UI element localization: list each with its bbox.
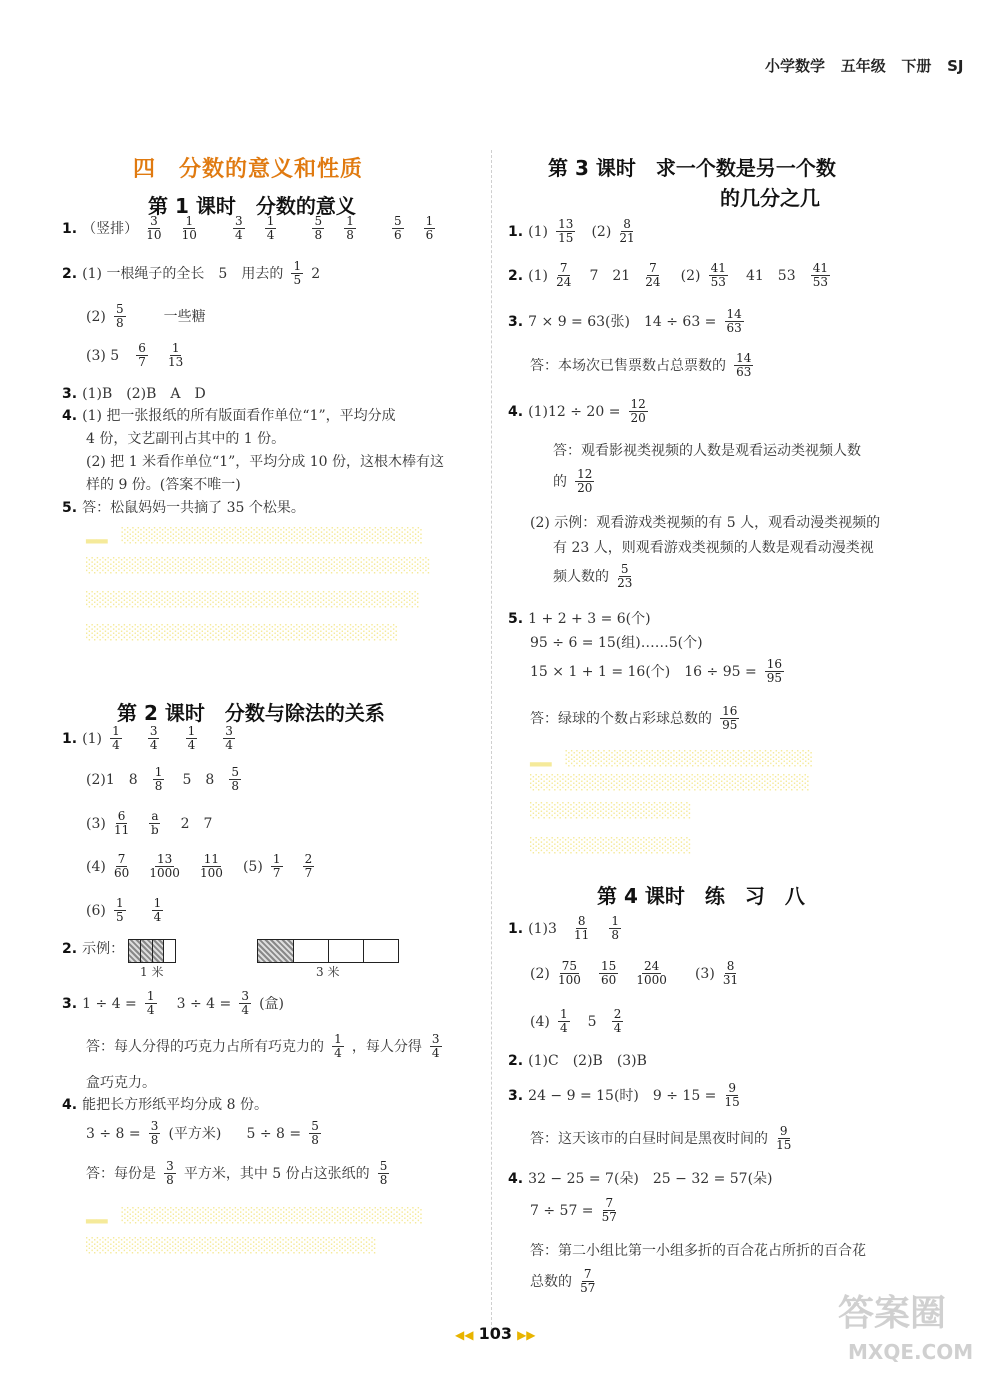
l2-q3-answer-end: 盒巧克力。 xyxy=(86,1075,156,1091)
fraction-numerator: 7 xyxy=(649,261,657,275)
fraction-numerator: 5 xyxy=(231,765,240,779)
l2-q1b: (2)1 8 $\frac{1}{8}$ 5 8 $\frac{5}{8}$ xyxy=(86,765,240,793)
fraction-denominator: 11 xyxy=(574,928,590,942)
diagram-1m xyxy=(128,939,176,963)
fraction xyxy=(223,725,235,752)
fraction-numerator: 1 xyxy=(153,896,162,910)
fraction xyxy=(291,260,303,287)
r4-q3: 3. 24 − 9 = 15(时) 9 ÷ 15 = $\frac{9}{15}$ xyxy=(508,1081,740,1109)
fraction-numerator: 3 xyxy=(241,989,249,1003)
fraction xyxy=(720,705,739,732)
fraction-numerator: 3 xyxy=(431,1032,440,1046)
fraction xyxy=(811,262,830,289)
fraction-denominator: 10 xyxy=(181,228,197,242)
faint-explanation-7: ▂▂ ░░░░░░░░░░░░░░░░░░░░░░░ xyxy=(530,751,814,767)
faint-explanation-9: ░░░░░░░░░░░░░░░ xyxy=(530,803,692,819)
r3-q5-line2: 95 ÷ 6 = 15(组)……5(个) xyxy=(530,635,703,651)
fraction xyxy=(378,1160,390,1187)
fraction xyxy=(149,810,160,837)
fraction xyxy=(723,960,738,987)
fraction xyxy=(776,1125,791,1152)
fraction-denominator: 1000 xyxy=(636,973,667,987)
fraction-denominator: 63 xyxy=(736,365,752,379)
fraction-numerator: 41 xyxy=(710,261,726,275)
header-grade: 五年级 xyxy=(840,57,886,75)
r4-q4-line2: 7 ÷ 57 = $\frac{7}{57}$ xyxy=(530,1196,617,1224)
fraction xyxy=(303,853,315,880)
r4-q4-answer-line1: 答：第二小组比第一小组多折的百合花占所折的百合花 xyxy=(530,1243,866,1259)
fraction xyxy=(424,215,436,242)
fraction xyxy=(765,658,784,685)
fraction-denominator: 8 xyxy=(154,779,163,793)
fraction-numerator: 11 xyxy=(203,852,220,866)
header-subject: 小学数学 xyxy=(765,57,826,75)
fraction-numerator: 16 xyxy=(766,657,783,671)
fraction xyxy=(575,468,594,495)
faint-explanation-2: ░░░░░░░░░░░░░░░░░░░░░░░░░░░░░░░░ xyxy=(86,558,431,574)
fraction xyxy=(725,308,744,335)
fraction-denominator: 8 xyxy=(231,779,240,793)
fraction-denominator: 4 xyxy=(225,738,233,752)
l1-q4-line3: (2) 把 1 米看作单位“1”，平均分成 10 份，这根木棒有这 xyxy=(86,454,445,470)
fraction xyxy=(164,1160,176,1187)
fraction xyxy=(136,342,148,369)
fraction-denominator: 1000 xyxy=(149,866,180,880)
lesson-1-title: 第 1 课时 分数的意义 xyxy=(148,194,356,218)
fraction-numerator: 3 xyxy=(150,214,158,228)
fraction-denominator: 10 xyxy=(146,228,162,242)
fraction-denominator: 4 xyxy=(235,228,243,242)
l2-q1c: (3) $\frac{6}{11}$ $\frac{a}{b}$ 2 7 xyxy=(86,809,213,837)
fraction xyxy=(602,1197,617,1224)
fraction xyxy=(645,262,660,289)
fraction xyxy=(114,810,129,837)
fraction-denominator: 100 xyxy=(199,866,223,880)
r4-q1d: (4) $\frac{1}{4}$ 5 $\frac{2}{4}$ xyxy=(530,1007,622,1035)
fraction-denominator: 8 xyxy=(311,1133,319,1147)
l2-q4: 4. 能把长方形纸平均分成 8 份。 xyxy=(62,1097,268,1113)
fraction xyxy=(725,1082,740,1109)
fraction xyxy=(629,398,648,425)
fraction xyxy=(110,725,122,752)
l1-q4-line2: 4 份，文艺副刊占其中的 1 份。 xyxy=(86,431,286,447)
fraction-denominator: 15 xyxy=(724,1095,740,1109)
fraction-denominator: 6 xyxy=(393,228,402,242)
lesson-3-title-line2: 的几分之几 xyxy=(720,186,820,210)
fraction-denominator: 24 xyxy=(645,275,661,289)
fraction-numerator: 3 xyxy=(235,214,243,228)
fraction-numerator: 8 xyxy=(726,959,735,973)
fraction-numerator: 1 xyxy=(266,214,275,228)
header-edition: SJ xyxy=(947,57,964,75)
fraction-numerator: 12 xyxy=(630,397,646,411)
fraction-numerator: 15 xyxy=(600,959,617,973)
fraction-denominator: 24 xyxy=(556,275,572,289)
fraction-denominator: 21 xyxy=(619,231,635,245)
fraction-numerator: 1 xyxy=(346,214,354,228)
r3-q4-part2-line3: 频人数的 $\frac{5}{23}$ xyxy=(553,562,633,590)
fraction-numerator: 13 xyxy=(558,217,574,231)
fraction xyxy=(200,853,223,880)
fraction-numerator: 3 xyxy=(149,724,158,738)
l1-q5: 5. 答：松鼠妈妈一共摘了 35 个松果。 xyxy=(62,500,305,516)
fraction xyxy=(168,342,183,369)
fraction-denominator: 4 xyxy=(241,1003,249,1017)
fraction-denominator: 60 xyxy=(600,973,617,987)
fraction-numerator: 8 xyxy=(623,217,631,231)
fraction-numerator: 5 xyxy=(115,302,124,316)
fraction xyxy=(145,990,157,1017)
fraction xyxy=(149,1120,161,1147)
l2-q1d: (4) $\frac{7}{60}$ $\frac{13}{1000}$ $\frac{11}{100}$ (5) $\frac{1}{7}$ $\frac{2}{7}$ xyxy=(86,852,313,880)
lesson-2-title: 第 2 课时 分数与除法的关系 xyxy=(117,701,385,725)
fraction-numerator: 5 xyxy=(379,1159,388,1173)
fraction-numerator: 3 xyxy=(166,1159,174,1173)
r4-q3-answer: 答：这天该市的白昼时间是黑夜时间的 $\frac{9}{15}$ xyxy=(530,1124,792,1152)
fraction-numerator: 7 xyxy=(605,1196,614,1210)
l2-q3: 3. 1 ÷ 4 = $\frac{1}{4}$ 3 ÷ 4 = $\frac{3}{4}$ (盒) xyxy=(62,989,285,1017)
r3-q4-answer-line2: 的 $\frac{12}{20}$ xyxy=(553,467,593,495)
l1-q2c: (3) 5 $\frac{6}{7}$ $\frac{1}{13}$ xyxy=(86,341,184,369)
fraction-numerator: 5 xyxy=(314,214,323,228)
fraction-denominator: 95 xyxy=(766,671,783,685)
page-footer xyxy=(455,1324,536,1343)
fraction xyxy=(146,215,161,242)
fraction-denominator: 53 xyxy=(710,275,726,289)
l1-q4-line4: 样的 9 份。(答案不唯一) xyxy=(86,477,241,493)
l2-q3-answer: 答：每人分得的巧克力占所有巧克力的 $\frac{1}{4}$ ，每人分得 $\frac{3}{4}$ xyxy=(86,1032,440,1060)
fraction-numerator: 9 xyxy=(728,1081,736,1095)
r3-q4-part2-line1: (2) 示例：观看游戏类视频的有 5 人，观看动漫类视频的 xyxy=(530,515,881,531)
faint-explanation-10: ░░░░░░░░░░░░░░░ xyxy=(530,838,692,854)
fraction xyxy=(153,766,165,793)
fraction-numerator: 5 xyxy=(311,1119,319,1133)
fraction-numerator: 1 xyxy=(146,989,155,1003)
fraction-denominator: 15 xyxy=(558,231,574,245)
fraction xyxy=(636,960,667,987)
fraction-numerator: 1 xyxy=(293,259,302,273)
fraction-denominator: 4 xyxy=(149,738,158,752)
r3-q5-answer: 答：绿球的个数占彩球总数的 $\frac{16}{95}$ xyxy=(530,704,738,732)
fraction-denominator: 13 xyxy=(168,355,184,369)
fraction xyxy=(344,215,356,242)
fraction-denominator: 6 xyxy=(425,228,434,242)
fraction xyxy=(309,1120,321,1147)
fraction-denominator: 4 xyxy=(153,910,162,924)
fraction xyxy=(599,960,618,987)
fraction-denominator: 100 xyxy=(557,973,581,987)
fraction xyxy=(609,915,621,942)
fraction-denominator: 4 xyxy=(187,738,196,752)
fraction xyxy=(332,1033,344,1060)
fraction xyxy=(233,215,245,242)
fraction-denominator: 7 xyxy=(304,866,313,880)
r3-q3: 3. 7 × 9 = 63(张) 14 ÷ 63 = $\frac{14}{63}$ xyxy=(508,307,742,335)
fraction-denominator: 20 xyxy=(630,411,646,425)
page-number: 103 xyxy=(478,1324,512,1343)
fraction xyxy=(392,215,404,242)
r3-q3-answer: 答：本场次已售票数占总票数的 $\frac{14}{63}$ xyxy=(530,351,752,379)
fraction-denominator: 8 xyxy=(379,1173,388,1187)
l1-q4: 4. (1) 把一张报纸的所有版面看作单位“1”，平均分成 xyxy=(62,408,396,424)
faint-explanation-8: ░░░░░░░░░░░░░░░░░░░░░░░░░░ xyxy=(530,775,810,791)
fraction-numerator: 1 xyxy=(425,214,434,228)
fraction-numerator: 1 xyxy=(611,914,620,928)
fraction-numerator: 14 xyxy=(726,307,742,321)
fraction-denominator: 15 xyxy=(776,1138,792,1152)
r3-q2: 2. (1) $\frac{7}{24}$ 7 21 $\frac{7}{24}$ (2) $\frac{41}{53}$ 41 53 $\frac{41}{53}$ xyxy=(508,261,828,289)
l1-q2a: 2. (1) 一根绳子的全长 5 用去的 $\frac{1}{5}$ 2 xyxy=(62,259,321,287)
fraction xyxy=(186,725,198,752)
column-divider xyxy=(491,150,492,1330)
r3-q5: 5. 1 + 2 + 3 = 6(个) xyxy=(508,611,651,627)
l2-q4-answer: 答：每份是 $\frac{3}{8}$ 平方米，其中 5 份占这张纸的 $\frac{5}{8}$ xyxy=(86,1159,388,1187)
fraction-numerator: 2 xyxy=(613,1007,622,1021)
l2-q2: 2. 示例： xyxy=(62,941,125,957)
fraction-denominator: 8 xyxy=(314,228,323,242)
fraction xyxy=(558,960,581,987)
fraction-numerator: 1 xyxy=(115,896,124,910)
fraction-numerator: 2 xyxy=(304,852,313,866)
fraction xyxy=(556,262,571,289)
fraction xyxy=(182,215,197,242)
r4-q2: 2. (1)C (2)B (3)B xyxy=(508,1053,647,1069)
fraction xyxy=(558,1008,570,1035)
fraction-numerator: 5 xyxy=(620,562,629,576)
fraction xyxy=(574,915,589,942)
fraction-denominator: 4 xyxy=(112,738,120,752)
r4-q4: 4. 32 − 25 = 7(朵) 25 − 32 = 57(朵) xyxy=(508,1171,773,1187)
fraction-denominator: 8 xyxy=(150,1133,159,1147)
header-term: 下册 xyxy=(901,57,932,75)
fraction-numerator: 16 xyxy=(722,704,738,718)
fraction xyxy=(619,218,634,245)
fraction-numerator: 12 xyxy=(577,467,593,481)
fraction xyxy=(312,215,324,242)
fraction-numerator: 14 xyxy=(736,351,752,365)
fraction-denominator: 4 xyxy=(334,1046,342,1060)
fraction-denominator: 4 xyxy=(559,1021,568,1035)
fraction-numerator: 5 xyxy=(393,214,402,228)
header xyxy=(765,55,963,76)
fraction-denominator: 95 xyxy=(722,718,738,732)
fraction-numerator: 1 xyxy=(272,852,281,866)
fraction-numerator: 13 xyxy=(156,852,173,866)
fraction-numerator: 7 xyxy=(117,852,126,866)
fraction-numerator: 75 xyxy=(561,959,578,973)
fraction-numerator: a xyxy=(151,809,159,823)
faint-explanation-3: ░░░░░░░░░░░░░░░░░░░░░░░░░░░░░░░ xyxy=(86,592,420,608)
fraction-numerator: 9 xyxy=(779,1124,788,1138)
fraction-denominator: 8 xyxy=(611,928,620,942)
fraction-denominator: 5 xyxy=(115,910,124,924)
l2-q1e: (6) $\frac{1}{5}$ $\frac{1}{4}$ xyxy=(86,896,162,924)
fraction-denominator: 63 xyxy=(726,321,742,335)
fraction xyxy=(617,563,632,590)
r3-q1: 1. (1) $\frac{13}{15}$ (2) $\frac{8}{21}$ xyxy=(508,217,635,245)
r3-q5-line3: 15 × 1 + 1 = 16(个) 16 ÷ 95 = $\frac{16}{95}$ xyxy=(530,657,783,685)
fraction-denominator: 4 xyxy=(431,1046,440,1060)
fraction-numerator: 1 xyxy=(112,724,120,738)
fraction-denominator: 4 xyxy=(146,1003,155,1017)
fraction-denominator: 8 xyxy=(166,1173,174,1187)
section-title: 四 分数的意义和性质 xyxy=(133,157,364,182)
faint-explanation-5: ▂▂ ░░░░░░░░░░░░░░░░░░░░░░░░░░░░ xyxy=(86,1208,423,1224)
fraction-numerator: 3 xyxy=(225,724,233,738)
lesson-3-title-line1: 第 3 课时 求一个数是另一个数 xyxy=(548,156,836,180)
fraction-denominator: 31 xyxy=(722,973,739,987)
fraction xyxy=(114,897,126,924)
fraction-denominator: 8 xyxy=(115,316,124,330)
fraction-denominator: 7 xyxy=(138,355,146,369)
diagram-3m-label: 3 米 xyxy=(316,965,340,979)
fraction-numerator: 8 xyxy=(577,914,586,928)
fraction xyxy=(114,303,126,330)
fraction-denominator: 4 xyxy=(266,228,275,242)
r4-q4-answer-line2: 总数的 $\frac{7}{57}$ xyxy=(530,1267,596,1295)
fraction xyxy=(271,853,283,880)
fraction-denominator: b xyxy=(151,823,159,837)
fraction-numerator: 1 xyxy=(559,1007,568,1021)
fraction-numerator: 24 xyxy=(643,959,660,973)
fraction xyxy=(114,853,129,880)
fraction-denominator: 8 xyxy=(346,228,354,242)
fraction xyxy=(580,1268,595,1295)
fraction-denominator: 57 xyxy=(601,1210,617,1224)
fraction-numerator: 1 xyxy=(154,765,163,779)
fraction xyxy=(265,215,277,242)
l2-q4-calc: 3 ÷ 8 = $\frac{3}{8}$ (平方米) 5 ÷ 8 = $\frac{5}{8}$ xyxy=(86,1119,319,1147)
fraction xyxy=(149,853,180,880)
watermark-url: MXQE.COM xyxy=(848,1340,974,1364)
fraction-denominator: 57 xyxy=(580,1281,596,1295)
r4-q1b: (2) $\frac{75}{100}$ $\frac{15}{60}$ $\frac{24}{1000}$ (3) $\frac{8}{31}$ xyxy=(530,959,739,987)
faint-explanation-6: ░░░░░░░░░░░░░░░░░░░░░░░░░░░ xyxy=(86,1238,377,1254)
fraction xyxy=(430,1033,442,1060)
r3-q4-answer-line1: 答：观看影视类视频的人数是观看运动类视频人数 xyxy=(553,443,861,459)
fraction-numerator: 1 xyxy=(334,1032,342,1046)
fraction-denominator: 11 xyxy=(113,823,130,837)
l1-q3: 3. (1)B (2)B A D xyxy=(62,386,206,402)
r3-q4: 4. (1)12 ÷ 20 = $\frac{12}{20}$ xyxy=(508,397,646,425)
fraction-numerator: 1 xyxy=(185,214,194,228)
fraction xyxy=(152,897,164,924)
fraction-numerator: 6 xyxy=(117,809,126,823)
diagram-1m-label: 1 米 xyxy=(140,965,164,979)
r4-q1a: 1. (1)3 $\frac{8}{11}$ $\frac{1}{8}$ xyxy=(508,914,620,942)
fraction xyxy=(229,766,241,793)
fraction-denominator: 60 xyxy=(113,866,130,880)
l1-q2b: (2) $\frac{5}{8}$ 一些糖 xyxy=(86,302,206,330)
fraction xyxy=(148,725,160,752)
fraction xyxy=(734,352,753,379)
l2-q1a: 1. (1) $\frac{1}{4}$ $\frac{3}{4}$ $\frac{1}{4}$ $\frac{3}{4}$ xyxy=(62,724,233,752)
fraction xyxy=(556,218,575,245)
fraction xyxy=(239,990,251,1017)
diagram-3m xyxy=(257,939,399,963)
fraction xyxy=(612,1008,624,1035)
fraction-denominator: 7 xyxy=(272,866,281,880)
fraction-numerator: 7 xyxy=(559,261,568,275)
watermark-logo: 答案圈 xyxy=(838,1293,947,1334)
fraction xyxy=(709,262,728,289)
prev-arrow-icon: ◀◀ xyxy=(455,1328,474,1342)
faint-explanation-1: ▂▂ ░░░░░░░░░░░░░░░░░░░░░░░░░░░░ xyxy=(86,528,423,544)
lesson-4-title: 第 4 课时 练 习 八 xyxy=(597,884,805,908)
fraction-numerator: 41 xyxy=(812,261,828,275)
fraction-denominator: 5 xyxy=(293,273,302,287)
l1-q1: 1. （竖排） $\frac{3}{10}$ $\frac{1}{10}$ $\frac{3}{4}$ $\frac{1}{4}$ $\frac{5}{8}$ $\frac{1}{8}$ $\frac{5}{6}$ $\frac{1}{6}$ xyxy=(62,214,434,242)
fraction-numerator: 7 xyxy=(583,1267,592,1281)
fraction-numerator: 3 xyxy=(150,1119,159,1133)
fraction-numerator: 1 xyxy=(171,341,180,355)
fraction-numerator: 1 xyxy=(187,724,196,738)
faint-explanation-4: ░░░░░░░░░░░░░░░░░░░░░░░░░░░░░ xyxy=(86,625,399,641)
next-arrow-icon: ▶▶ xyxy=(517,1328,536,1342)
r3-q4-part2-line2: 有 23 人，则观看游戏类视频的人数是观看动漫类视 xyxy=(553,540,874,556)
fraction-denominator: 53 xyxy=(812,275,828,289)
fraction-denominator: 23 xyxy=(617,576,633,590)
fraction-numerator: 6 xyxy=(138,341,146,355)
fraction-denominator: 4 xyxy=(613,1021,622,1035)
fraction-denominator: 20 xyxy=(577,481,593,495)
